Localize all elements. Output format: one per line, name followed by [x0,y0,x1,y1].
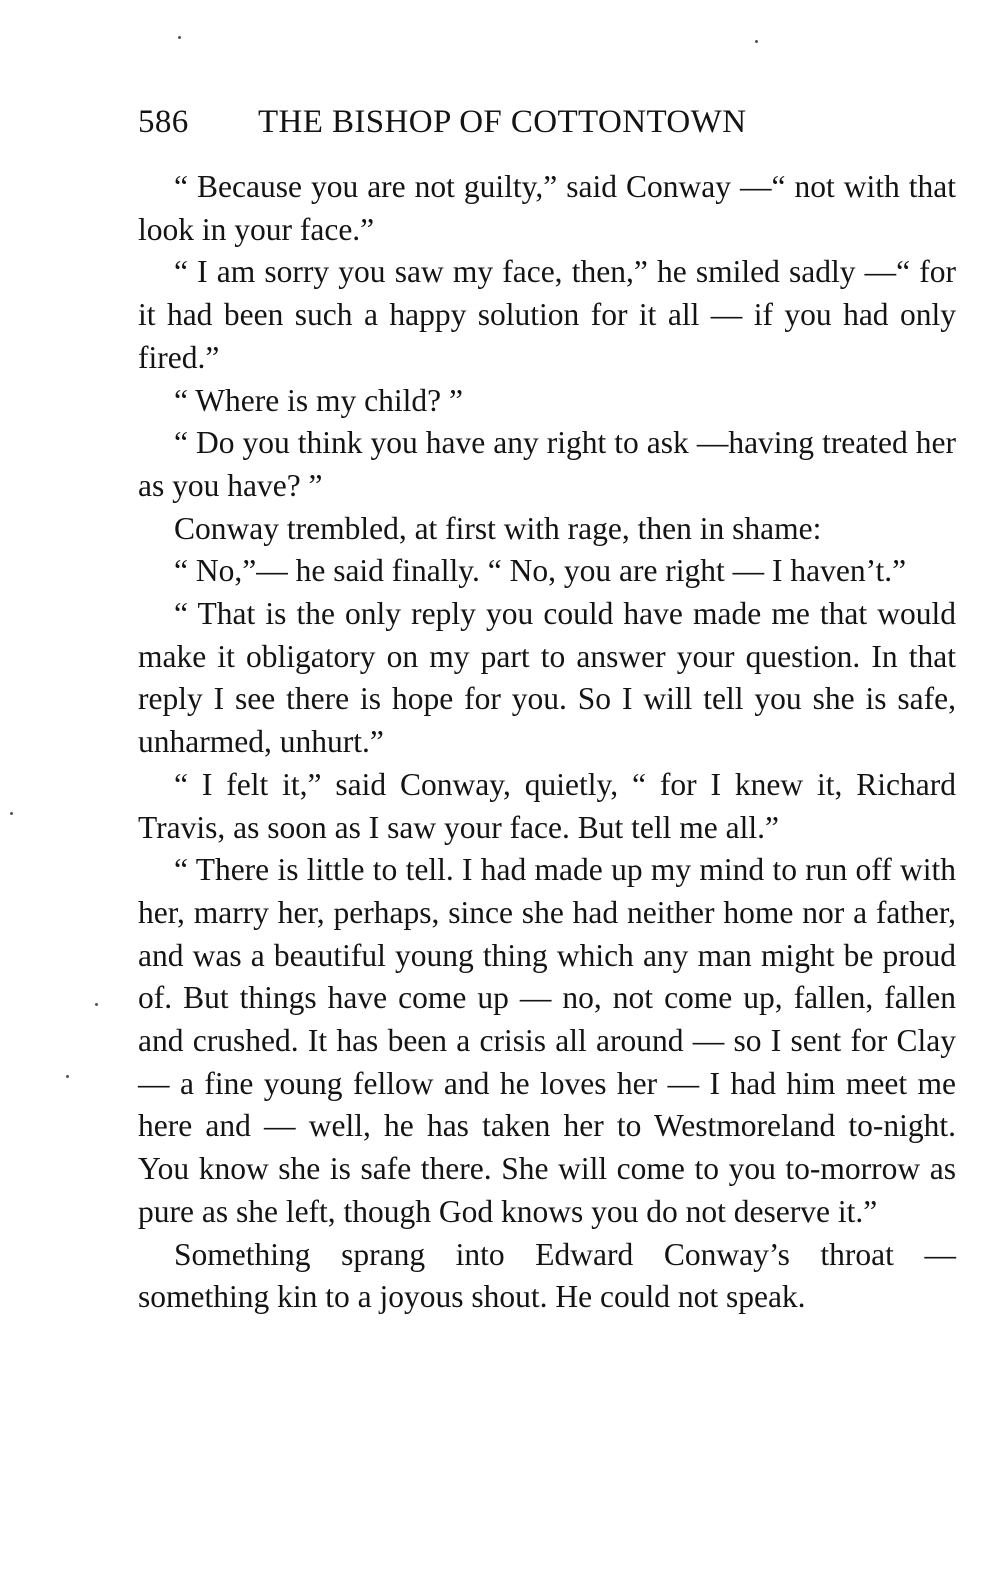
paper-speck [10,812,13,815]
paragraph: “ Because you are not guilty,” said Conway —“ not with that look in your face.” [138,169,956,247]
paper-speck [95,1003,98,1006]
paper-speck [66,1075,69,1078]
paragraph: “ Do you think you have any right to ask —having treated her as you have? ” [138,425,956,503]
running-title: THE BISHOP OF COTTONTOWN [258,104,747,140]
paper-speck [178,36,181,39]
running-head [138,100,838,144]
page-number: 586 [138,104,189,140]
paragraph: “ There is little to tell. I had made up my mind to run off with her, marry her, perhaps, since she had neither home nor a father, and was a beautiful young thing which any man might be proud of. But things have come up — no, not come up, fallen, fallen and crushed. It has been a crisis all around — so I sent for Clay — a fine young fellow and he loves her — I had him meet me here and — well, he has taken her to Westmoreland to-night. You know she is safe there. She will come to you to-morrow as pure as she left, though God knows you do not deserve it.” [138,852,956,1229]
paragraph: Something sprang into Edward Conway’s throat — something kin to a joyous shout. He could not speak. [138,1236,956,1315]
paragraph: Conway trembled, at first with rage, then in shame: [174,510,822,546]
paragraph: “ I am sorry you saw my face, then,” he smiled sadly —“ for it had been such a happy solution for it all — if you had only fired.” [138,254,956,375]
paragraph: “ That is the only reply you could have made me that would make it obligatory on my part to answer your question. In that reply I see there is hope for you. So I will tell you she is safe, unharmed, unhurt.” [138,596,956,760]
paper-speck [755,40,758,43]
paragraph: “ I felt it,” said Conway, quietly, “ for I knew it, Richard Travis, as soon as I saw your face. But tell me all.” [138,766,956,845]
paragraph: “ Where is my child? ” [174,382,463,418]
body-text [138,166,956,1319]
paragraph: “ No,”— he said finally. “ No, you are right — I haven’t.” [174,553,907,589]
